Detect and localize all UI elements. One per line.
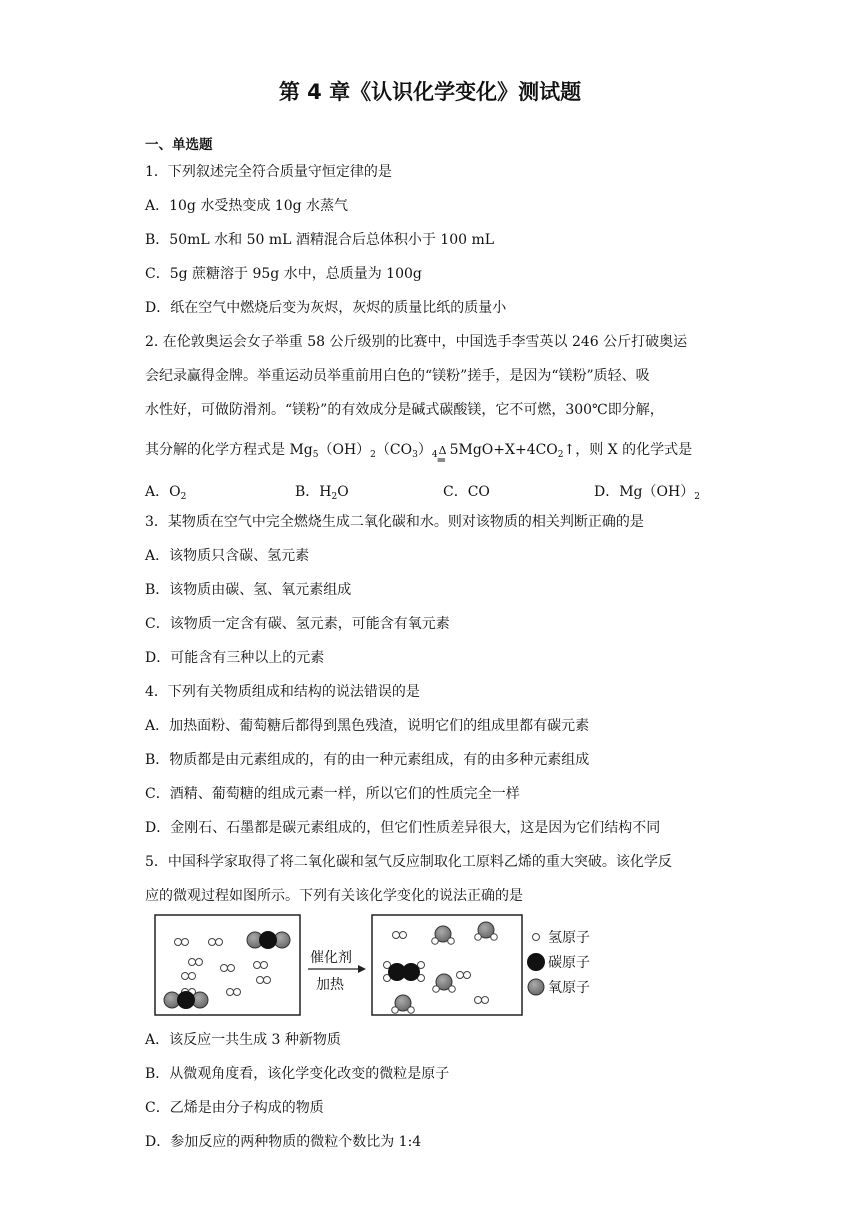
q2-line-3: 水性好，可做防滑剂。“镁粉”的有效成分是碱式碳酸镁，它不可燃，300℃即分解， [145, 402, 664, 418]
q3-option-b: B．该物质由碳、氢、氧元素组成 [145, 582, 352, 598]
q2-eq-end: ↑，则 X 的化学式是 [563, 442, 693, 458]
q3-option-c: C．该物质一定含有碳、氢元素，可能含有氧元素 [145, 616, 450, 632]
q2-eq-prefix: 其分解的化学方程式是 Mg [145, 442, 313, 458]
q5-option-c: C．乙烯是由分子构成的物质 [145, 1100, 324, 1116]
q2-line-1: 2. 在伦敦奥运会女子举重 58 公斤级别的比赛中，中国选手李雪英以 246 公斤打破奥运 [145, 334, 688, 350]
q1-stem: 1．下列叙述完全符合质量守恒定律的是 [145, 164, 392, 180]
q4-option-b: B．物质都是由元素组成的，有的由一种元素组成，有的由多种元素组成 [145, 752, 590, 768]
q4-option-c: C．酒精、葡萄糖的组成元素一样，所以它们的性质完全一样 [145, 786, 520, 802]
q5-line-1: 5．中国科学家取得了将二氧化碳和氢气反应制取化工原料乙烯的重大突破。该化学反 [145, 854, 672, 870]
legend [527, 930, 590, 996]
legend-oxygen: 氧原子 [548, 980, 590, 996]
q1-option-c: C．5g 蔗糖溶于 95g 水中，总质量为 100g [145, 266, 422, 282]
q2-line-2: 会纪录赢得金牌。举重运动员举重前用白色的“镁粉”搓手，是因为“镁粉”质轻、吸 [145, 368, 650, 384]
q3-stem: 3．某物质在空气中完全燃烧生成二氧化碳和水。则对该物质的相关判断正确的是 [145, 514, 644, 530]
co2-molecule-bottom [164, 991, 208, 1009]
q2-eq-suffix: 5MgO+X+4CO [449, 442, 558, 458]
hydrogen-legend-icon [533, 934, 540, 941]
legend-hydrogen: 氢原子 [548, 930, 590, 946]
page-title: 第 4 章《认识化学变化》测试题 [278, 80, 582, 104]
q3-option-a: A．该物质只含碳、氢元素 [145, 548, 310, 564]
q4-option-d: D．金刚石、石墨都是碳元素组成的，但它们性质差异很大，这是因为它们结构不同 [145, 820, 661, 836]
q1-option-b: B．50mL 水和 50 mL 酒精混合后总体积小于 100 mL [145, 232, 495, 248]
q1-option-d: D．纸在空气中燃烧后变为灰烬，灰烬的质量比纸的质量小 [145, 300, 507, 316]
co2-molecule-top [247, 931, 290, 949]
oxygen-legend-icon [528, 979, 544, 995]
q5-option-d: D．参加反应的两种物质的微粒个数比为 1:4 [145, 1134, 422, 1150]
section-heading: 一、单选题 [145, 137, 213, 153]
q1-option-a: A．10g 水受热变成 10g 水蒸气 [145, 198, 349, 214]
q5-option-b: B．从微观角度看，该化学变化改变的微粒是原子 [145, 1066, 450, 1082]
legend-carbon: 碳原子 [548, 955, 590, 971]
heat-label: 加热 [316, 977, 344, 993]
carbon-legend-icon [527, 953, 545, 971]
q2-option-b: B．$H_2O$ [295, 484, 349, 502]
q4-stem: 4．下列有关物质组成和结构的说法错误的是 [145, 684, 420, 700]
q3-option-d: D．可能含有三种以上的元素 [145, 650, 325, 666]
q5-option-a: A．该反应一共生成 3 种新物质 [145, 1032, 341, 1048]
catalyst-label: 催化剂 [310, 950, 352, 966]
q5-line-2: 应的微观过程如图所示。下列有关该化学变化的说法正确的是 [145, 888, 523, 904]
q2-option-d: D．$Mg(OH)_2$ [594, 484, 700, 502]
q2-option-c: C．CO [443, 484, 490, 500]
reaction-diagram [150, 910, 610, 1020]
q4-option-a: A．加热面粉、葡萄糖后都得到黑色残渣，说明它们的组成里都有碳元素 [145, 718, 590, 734]
q2-equation-line: 其分解的化学方程式是 $Mg_5(OH)_2(CO_3)_4$ Δ ═ $5MgO+X+4CO_2↑$，则 X 的化学式是 [145, 442, 693, 467]
q2-option-a: A．$O_2$ [145, 484, 187, 502]
